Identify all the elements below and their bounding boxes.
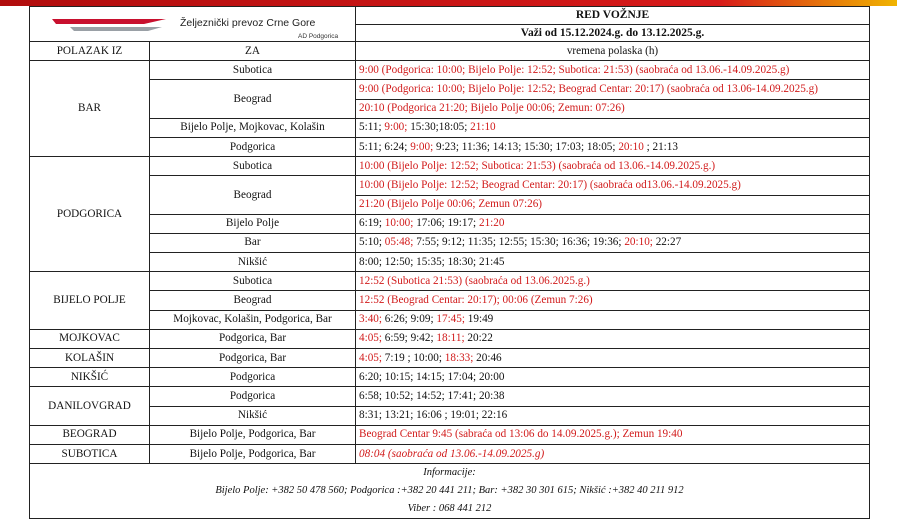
table-row: [30, 387, 870, 406]
table-row: [30, 233, 870, 252]
time-text: 7:19 ; 10:00;: [382, 351, 445, 364]
time-text: 9:00;: [410, 140, 434, 153]
to-cell: Bijelo Polje, Podgorica, Bar: [150, 444, 356, 463]
from-kolasin: KOLAŠIN: [30, 349, 150, 368]
times-cell: [356, 118, 870, 137]
time-text: 6:19;: [359, 217, 385, 230]
page-title: RED VOŽNJE: [356, 7, 870, 25]
times-cell: [356, 349, 870, 368]
to-cell: Podgorica, Bar: [150, 329, 356, 348]
table-row: [30, 444, 870, 463]
table-row: [30, 368, 870, 387]
to-cell: Podgorica: [150, 368, 356, 387]
logo-cell: [30, 7, 356, 42]
from-bar: BAR: [30, 61, 150, 157]
table-row: [30, 253, 870, 272]
time-text: 4:05;: [359, 351, 382, 364]
to-cell: Podgorica, Bar: [150, 349, 356, 368]
timetable: [29, 6, 870, 519]
from-podgorica: PODGORICA: [30, 157, 150, 272]
times-cell: 6:58; 10:52; 14:52; 17:41; 20:38: [356, 387, 870, 406]
table-row: [30, 61, 870, 80]
railway-logo-icon: [50, 15, 170, 37]
to-cell: Bar: [150, 233, 356, 252]
to-cell: Podgorica: [150, 387, 356, 406]
time-text: ; 21:13: [643, 140, 678, 153]
time-text: 18:11;: [436, 332, 465, 345]
time-text: 20:46: [473, 351, 502, 364]
time-text: 22:27: [652, 236, 682, 249]
to-cell: Podgorica: [150, 137, 356, 156]
times-cell: 8:00; 12:50; 15:35; 18:30; 21:45: [356, 253, 870, 272]
time-text: 05:48;: [384, 236, 414, 249]
table-row: [30, 272, 870, 291]
validity: Važi od 15.12.2024.g. do 13.12.2025.g.: [356, 24, 870, 42]
time-text: 6:26; 9:09;: [382, 313, 437, 326]
table-row: [30, 425, 870, 444]
times-cell: 6:20; 10:15; 14:15; 17:04; 20:00: [356, 368, 870, 387]
time-text: 9:23; 11:36; 14:13; 15:30; 17:03; 18:05;: [433, 140, 619, 153]
to-cell: Subotica: [150, 157, 356, 176]
time-text: 5:11; 6:24;: [359, 140, 411, 153]
col-times: vremena polaska (h): [356, 42, 870, 61]
to-cell: Nikšić: [150, 406, 356, 425]
timetable-sheet: [29, 6, 869, 519]
times-cell: 08:04 (saobraća od 13.06.-14.09.2025.g): [356, 444, 870, 463]
time-text: 20:22: [464, 332, 493, 345]
table-row: [30, 137, 870, 156]
times-cell: [356, 310, 870, 329]
time-text: 3:40;: [359, 313, 382, 326]
from-subotica: SUBOTICA: [30, 444, 150, 463]
times-cell: Beograd Centar 9:45 (sabraća od 13:06 do 14.09.2025.g.); Zemun 19:40: [356, 425, 870, 444]
time-text: 17:06; 19:17;: [413, 217, 479, 230]
to-cell: Bijelo Polje, Mojkovac, Kolašin: [150, 118, 356, 137]
table-row: [30, 80, 870, 99]
info-phones: Bijelo Polje: +382 50 478 560; Podgorica :+382 20 441 211; Bar: +382 30 301 615; Nikšić :+382 40 211 912: [30, 482, 870, 500]
time-text: 21:10: [470, 121, 496, 134]
times-cell: 9:00 (Podgorica: 10:00; Bijelo Polje: 12:52; Subotica: 21:53) (saobraća od 13.06.-14.09.2025.g): [356, 61, 870, 80]
time-text: 4:05;: [359, 332, 382, 345]
info-row: [30, 500, 870, 519]
to-cell: Mojkovac, Kolašin, Podgorica, Bar: [150, 310, 356, 329]
to-cell: Beograd: [150, 176, 356, 214]
to-cell: Subotica: [150, 272, 356, 291]
table-row: [30, 291, 870, 310]
times-cell: 12:52 (Subotica 21:53) (saobraća od 13.06.2025.g.): [356, 272, 870, 291]
info-title: Informacije:: [30, 464, 870, 483]
time-text: 17:45;: [436, 313, 465, 326]
times-cell: 21:20 (Bijelo Polje 00:06; Zemun 07:26): [356, 195, 870, 214]
table-row: [30, 214, 870, 233]
to-cell: Bijelo Polje: [150, 214, 356, 233]
info-row: [30, 464, 870, 483]
times-cell: 10:00 (Bijelo Polje: 12:52; Subotica: 21:53) (saobraća od 13.06.-14.09.2025.g.): [356, 157, 870, 176]
to-cell: Beograd: [150, 291, 356, 310]
times-cell: [356, 233, 870, 252]
col-from: POLAZAK IZ: [30, 42, 150, 61]
org-name: Željeznički prevoz Crne Gore: [180, 17, 316, 29]
from-niksic: NIKŠIĆ: [30, 368, 150, 387]
from-mojkovac: MOJKOVAC: [30, 329, 150, 348]
time-text: 7:55; 9:12; 11:35; 12:55; 15:30; 16:36; 19:36;: [413, 236, 625, 249]
time-text: 20:10;: [624, 236, 653, 249]
time-text: 9:00;: [384, 121, 408, 134]
time-text: 20:10: [618, 140, 644, 153]
times-cell: 10:00 (Bijelo Polje: 12:52; Beograd Centar: 20:17) (saobraća od13.06.-14.09.2025.g): [356, 176, 870, 195]
header-row: [30, 7, 870, 25]
col-to: ZA: [150, 42, 356, 61]
times-cell: [356, 214, 870, 233]
time-text: 15:30;18:05;: [407, 121, 471, 134]
times-cell: 9:00 (Podgorica: 10:00; Bijelo Polje: 12:52; Beograd Centar: 20:17) (saobraća od 13.06-14.09.2025.g): [356, 80, 870, 99]
to-cell: Beograd: [150, 80, 356, 118]
time-text: 5:11;: [359, 121, 385, 134]
org-sub: AD Podgorica: [298, 33, 339, 40]
to-cell: Bijelo Polje, Podgorica, Bar: [150, 425, 356, 444]
time-text: 5:10;: [359, 236, 385, 249]
column-header-row: [30, 42, 870, 61]
from-danilovgrad: DANILOVGRAD: [30, 387, 150, 425]
time-text: 19:49: [464, 313, 494, 326]
times-cell: [356, 329, 870, 348]
table-row: [30, 310, 870, 329]
times-cell: 20:10 (Podgorica 21:20; Bijelo Polje 00:06; Zemun: 07:26): [356, 99, 870, 118]
table-row: [30, 176, 870, 195]
times-cell: 12:52 (Beograd Centar: 20:17); 00:06 (Zemun 7:26): [356, 291, 870, 310]
table-row: [30, 329, 870, 348]
time-text: 10:00;: [384, 217, 414, 230]
table-row: [30, 157, 870, 176]
info-row: [30, 482, 870, 500]
times-cell: 8:31; 13:21; 16:06 ; 19:01; 22:16: [356, 406, 870, 425]
table-row: [30, 118, 870, 137]
from-bijelo-polje: BIJELO POLJE: [30, 272, 150, 330]
info-viber: Viber : 068 441 212: [30, 500, 870, 519]
time-text: 18:33;: [444, 351, 474, 364]
from-beograd: BEOGRAD: [30, 425, 150, 444]
times-cell: [356, 137, 870, 156]
to-cell: Nikšić: [150, 253, 356, 272]
table-row: [30, 406, 870, 425]
to-cell: Subotica: [150, 61, 356, 80]
time-text: 6:59; 9:42;: [382, 332, 437, 345]
time-text: 21:20: [478, 217, 505, 230]
table-row: [30, 349, 870, 368]
